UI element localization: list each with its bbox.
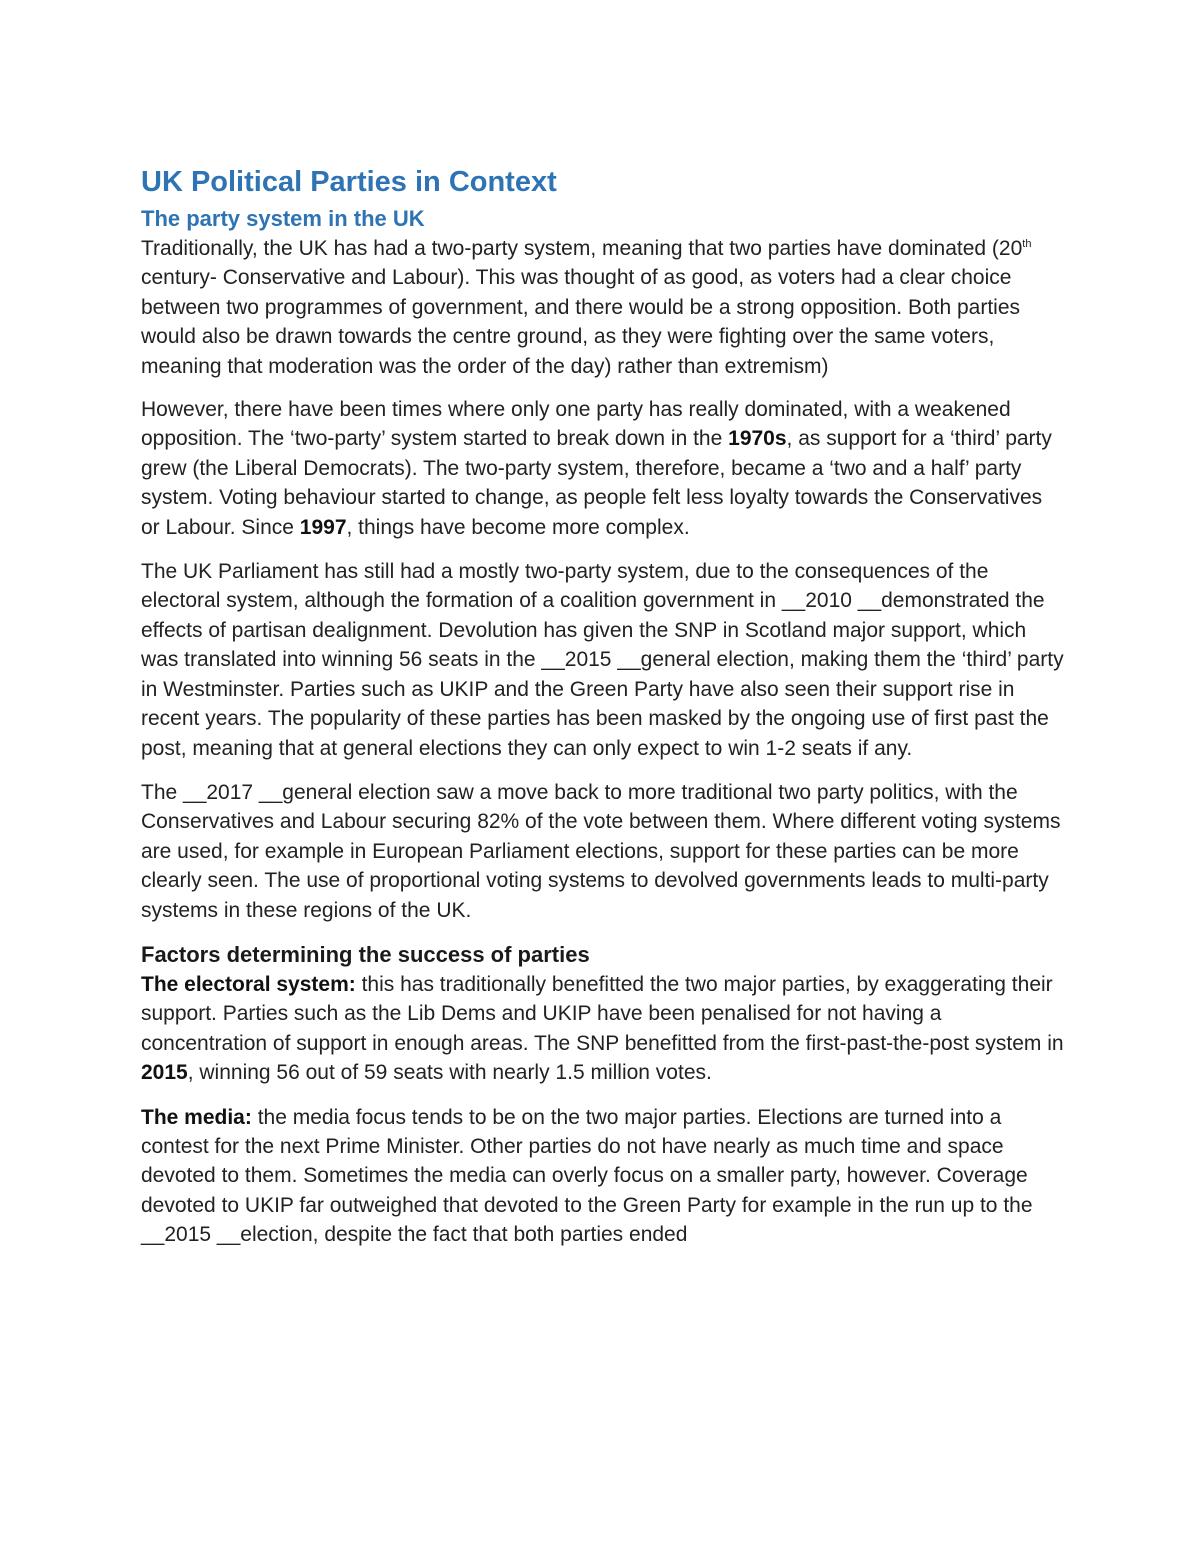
paragraph-uk-parliament: The UK Parliament has still had a mostly two-party system, due to the consequences of the electoral system, although the formation of a coalition government in __2010 __demonstrated the effects of partisan dealignment. Devolution has given the SNP in Scotland major support, which was translated into winning 56 seats in the __2015 __general election, making them the ‘third’ party in Westminster. Parties such as UKIP and the Green Party have also seen their support rise in recent years. The popularity of these parties has been masked by the ongoing use of first past the post, meaning that at general elections they can only expect to win 1-2 seats if any. xyxy=(141,560,1064,760)
document-body xyxy=(141,162,1066,1265)
paragraph-traditionally: Traditionally, the UK has had a two-party system, meaning that two parties have dominated (20th century- Conservative and Labour). This was thought of as good, as voters had a clear choice between two programmes of government, and there would be a strong opposition. Both parties would also be drawn towards the centre ground, as they were fighting over the same voters, meaning that moderation was the order of the day) rather than extremism) xyxy=(141,237,1032,378)
document-title: UK Political Parties in Context xyxy=(141,166,557,198)
section-heading-party-system: The party system in the UK xyxy=(141,206,425,231)
paragraph-electoral-system: The electoral system: this has traditionally benefitted the two major parties, by exaggerating their support. Parties such as the Lib Dems and UKIP have been penalised for not having a concentration of support in enough areas. The SNP benefitted from the first-past-the-post system in 2015, winning 56 out of 59 seats with nearly 1.5 million votes. xyxy=(141,972,1064,1085)
section-heading-factors: Factors determining the success of parties xyxy=(141,941,590,967)
paragraph-media: The media: the media focus tends to be on the two major parties. Elections are turned into a contest for the next Prime Minister. Other parties do not have nearly as much time and space devoted to them. Sometimes the media can overly focus on a smaller party, however. Coverage devoted to UKIP far outweighed that devoted to the Green Party for example in the run up to the __2015 __election, despite the fact that both parties ended xyxy=(141,1105,1033,1247)
paragraph-2017-election: The __2017 __general election saw a move back to more traditional two party politics, with the Conservatives and Labour securing 82% of the vote between them. Where different voting systems are used, for example in European Parliament elections, support for these parties can be more clearly seen. The use of proportional voting systems to devolved governments leads to multi-party systems in these regions of the UK. xyxy=(141,780,1061,922)
paragraph-however: However, there have been times where only one party has really dominated, with a weakened opposition. The ‘two-party’ system started to break down in the 1970s, as support for a ‘third’ party grew (the Liberal Democrats). The two-party system, therefore, became a ‘two and a half’ party system. Voting behaviour started to change, as people felt less loyalty towards the Conservatives or Labour. Since 1997, things have become more complex. xyxy=(141,398,1052,539)
label-electoral-system: The electoral system: xyxy=(141,972,356,996)
label-media: The media: xyxy=(141,1105,252,1129)
